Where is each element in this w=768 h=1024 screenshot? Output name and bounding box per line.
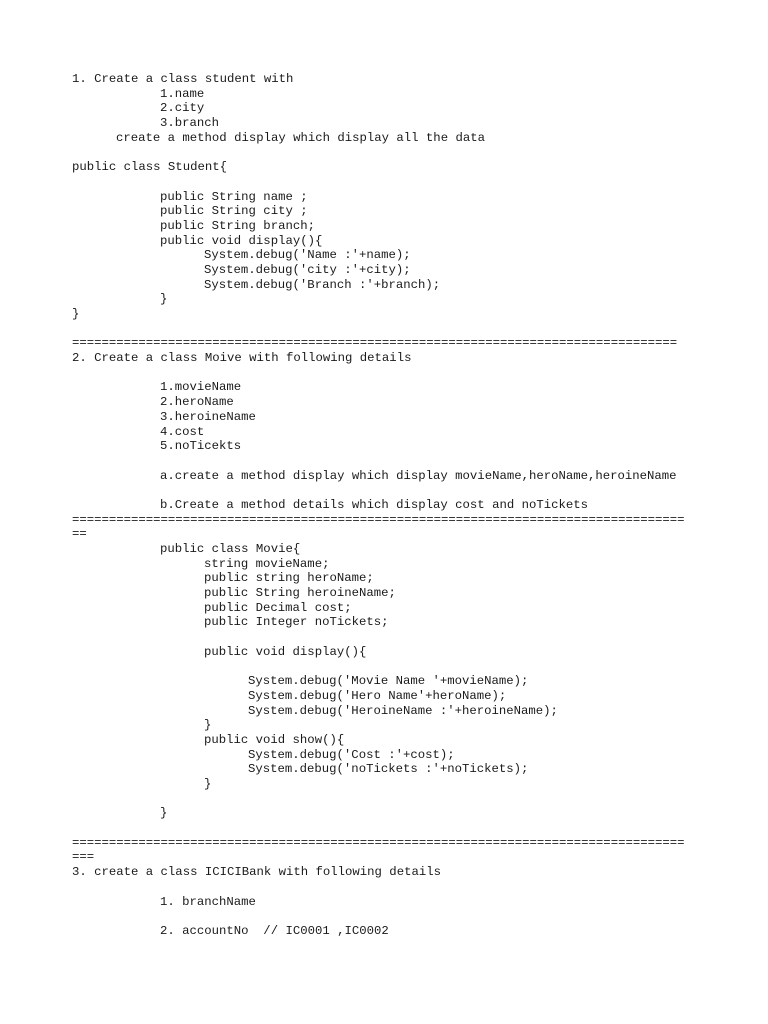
code-line: } [160, 806, 168, 821]
code-line: System.debug('Cost :'+cost); [248, 747, 455, 762]
code-line: public void display(){ [160, 233, 323, 248]
code-line: public string heroName; [204, 571, 374, 586]
question-2-field-item: 1.movieName [160, 380, 242, 395]
question-1-method-instruction: create a method display which display all the data [116, 130, 485, 145]
blank-line [72, 821, 712, 836]
question-2-field-item: 2.heroName [160, 395, 234, 410]
question-3-field-item: 2. accountNo // IC0001 ,IC0002 [160, 923, 389, 938]
question-2-field-item: 5.noTicekts [160, 439, 242, 454]
separator-line-wrap: == [72, 527, 87, 542]
code-line: System.debug('city :'+city); [204, 262, 411, 277]
separator-line: =================================================================================== [72, 512, 685, 527]
blank-line [72, 322, 712, 337]
code-line: public String heroineName; [204, 586, 396, 601]
question-2-instruction-b: b.Create a method details which display cost and noTickets [160, 497, 589, 512]
question-1-field-name: 1.name [160, 86, 205, 101]
blank-line [72, 175, 712, 190]
blank-line [72, 145, 712, 160]
code-line: System.debug('HeroineName :'+heroineName); [248, 703, 558, 718]
blank-line [72, 660, 712, 675]
blank-line [72, 792, 712, 807]
question-1-heading: 1. Create a class student with [72, 72, 294, 86]
separator-line: =================================================================================== [72, 835, 685, 850]
code-line: public Decimal cost; [204, 600, 352, 615]
code-line: } [204, 777, 212, 791]
blank-line [72, 454, 712, 469]
code-line: string movieName; [204, 556, 330, 571]
code-line: public Integer noTickets; [204, 615, 389, 630]
document-page [72, 72, 712, 939]
code-line: System.debug('Movie Name '+movieName); [248, 674, 529, 689]
blank-line [72, 630, 712, 645]
code-line: System.debug('Hero Name'+heroName); [248, 688, 507, 703]
blank-line [72, 880, 712, 895]
code-line: public String name ; [160, 189, 308, 204]
code-line: public class Movie{ [160, 542, 301, 556]
code-line: public void show(){ [204, 732, 345, 747]
question-2-heading: 2. Create a class Moive with following details [72, 351, 412, 366]
code-line: System.debug('noTickets :'+noTickets); [248, 762, 529, 777]
code-line: public String branch; [160, 218, 315, 233]
code-line: System.debug('Branch :'+branch); [204, 277, 441, 292]
separator-line-wrap: === [72, 850, 95, 865]
separator-line: ================================================================================== [72, 336, 678, 351]
code-line: System.debug('Name :'+name); [204, 248, 411, 263]
question-3-field-item: 1. branchName [160, 894, 256, 909]
question-2-instruction-a: a.create a method display which display movieName,heroName,heroineName [160, 468, 677, 483]
code-line: } [160, 292, 168, 307]
code-line: public String city ; [160, 204, 308, 219]
code-line: } [72, 307, 80, 321]
question-1-field-branch: 3.branch [160, 116, 220, 131]
code-line: public class Student{ [72, 160, 227, 175]
blank-line [72, 366, 712, 381]
code-line: } [204, 718, 212, 733]
question-2-field-item: 4.cost [160, 424, 205, 439]
question-3-heading: 3. create a class ICICIBank with following details [72, 865, 441, 880]
code-line: public void display(){ [204, 644, 367, 659]
question-1-field-city: 2.city [160, 101, 205, 116]
blank-line [72, 909, 712, 924]
blank-line [72, 483, 712, 498]
question-2-field-item: 3.heroineName [160, 409, 256, 424]
